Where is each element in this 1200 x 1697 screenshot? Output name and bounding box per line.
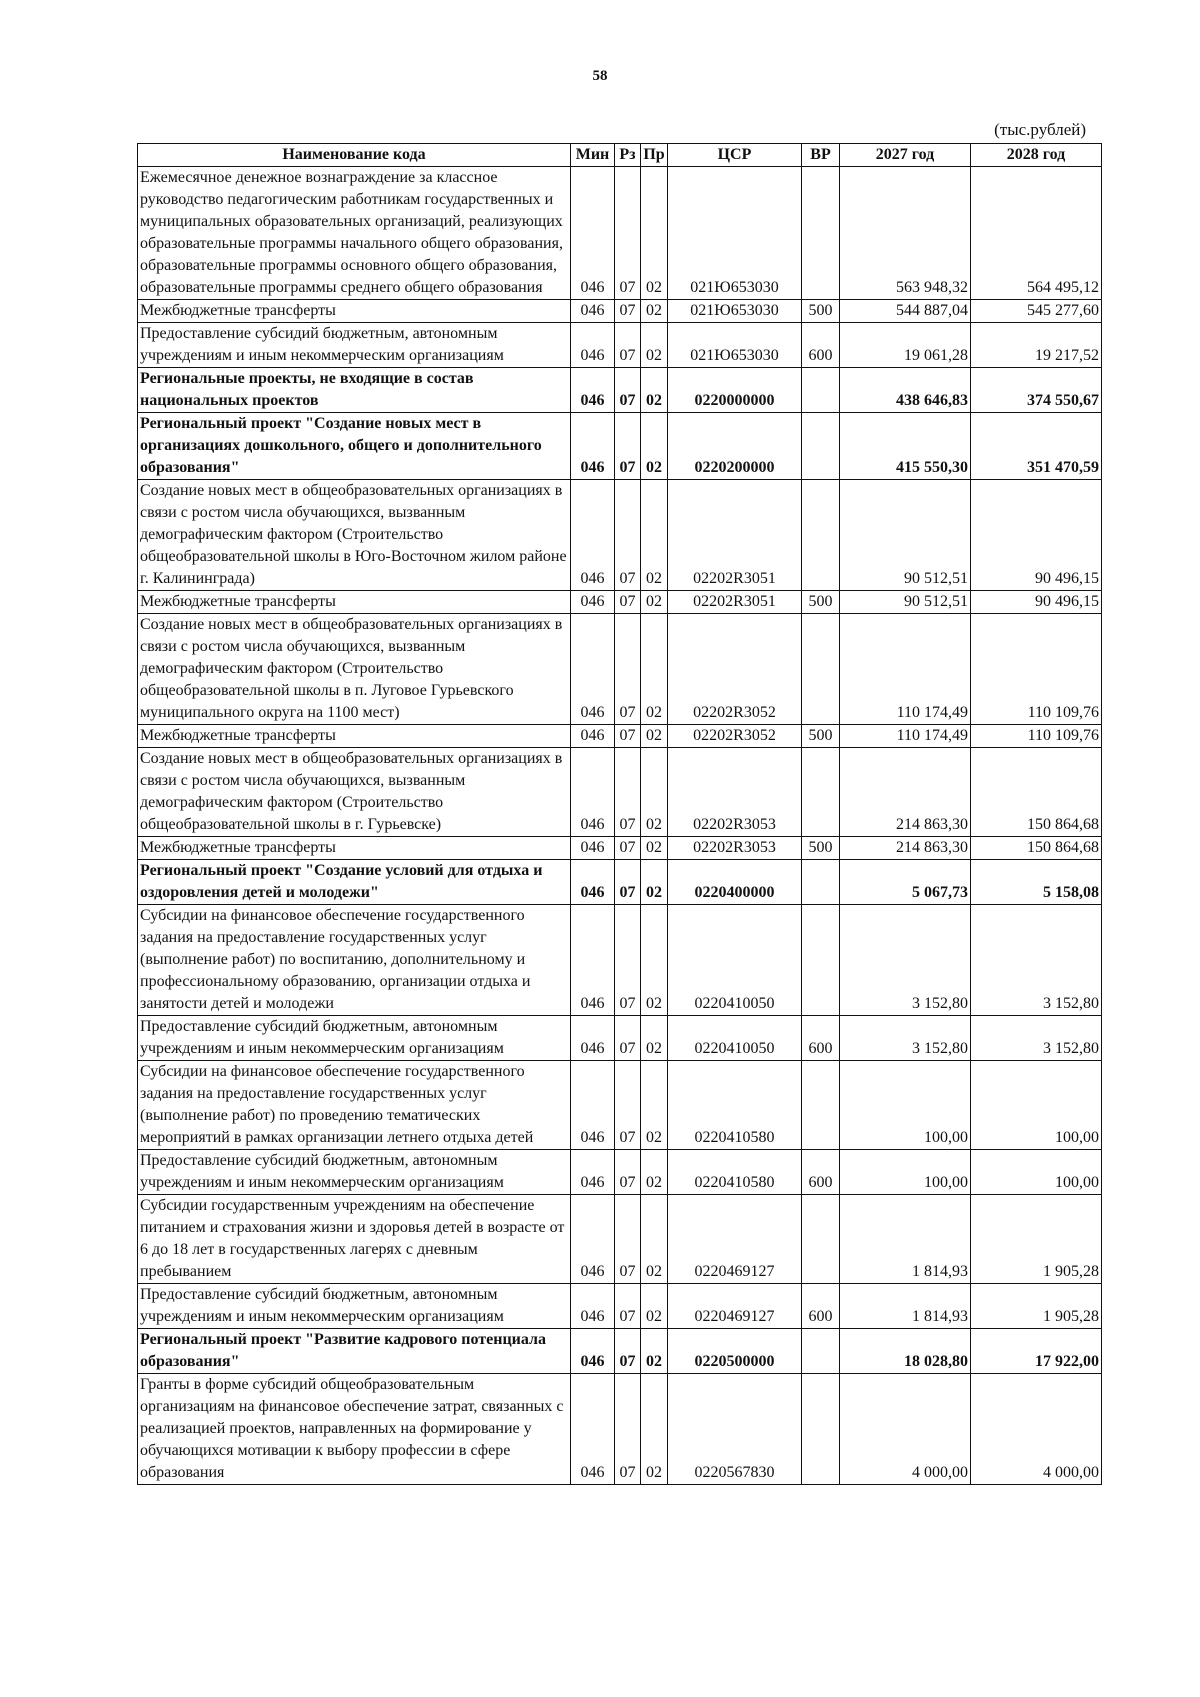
units-label: (тыс.рублей) (994, 120, 1086, 139)
row-rz-cell: 07 (615, 1061, 641, 1150)
row-rz-cell: 07 (615, 368, 641, 413)
row-2028-cell: 90 496,15 (971, 591, 1102, 614)
table-row (138, 837, 1102, 860)
row-2027-cell: 544 887,04 (840, 300, 971, 323)
row-pr-cell: 02 (641, 368, 668, 413)
row-name-cell: Региональные проекты, не входящие в состав национальных проектов (138, 368, 571, 413)
row-pr-cell: 02 (641, 300, 668, 323)
table-row (138, 1374, 1102, 1485)
budget-table (137, 143, 1102, 1485)
row-2028-cell: 1 905,28 (971, 1284, 1102, 1329)
row-min-cell: 046 (571, 413, 615, 480)
row-pr-cell: 02 (641, 837, 668, 860)
row-vr-cell: 500 (802, 837, 840, 860)
row-min-cell: 046 (571, 1150, 615, 1195)
row-csr-cell: 0220400000 (668, 860, 802, 905)
row-min-cell: 046 (571, 167, 615, 300)
row-rz-cell: 07 (615, 167, 641, 300)
page-number: 58 (592, 68, 608, 84)
row-vr-cell (802, 413, 840, 480)
row-min-cell: 046 (571, 368, 615, 413)
row-rz-cell: 07 (615, 323, 641, 368)
header-2027: 2027 год (840, 144, 971, 167)
row-name-cell: Создание новых мест в общеобразовательных организациях в связи с ростом числа обучающихся, вызванным демографическим фактором (Строительство общеобразовательной школы в г. Гурьевске) (138, 748, 571, 837)
row-rz-cell: 07 (615, 837, 641, 860)
row-2028-cell: 100,00 (971, 1150, 1102, 1195)
row-name-cell: Субсидии на финансовое обеспечение государственного задания на предоставление государственных услуг (выполнение работ) по воспитанию, дополнительному и профессиональному образованию, организации отдыха и занятости детей и молодежи (138, 905, 571, 1016)
row-vr-cell (802, 1374, 840, 1485)
row-min-cell: 046 (571, 1374, 615, 1485)
row-2027-cell: 438 646,83 (840, 368, 971, 413)
row-min-cell: 046 (571, 300, 615, 323)
row-2027-cell: 5 067,73 (840, 860, 971, 905)
row-min-cell: 046 (571, 837, 615, 860)
row-2028-cell: 19 217,52 (971, 323, 1102, 368)
row-vr-cell: 600 (802, 1150, 840, 1195)
row-csr-cell: 02202R3052 (668, 614, 802, 725)
header-rz: Рз (615, 144, 641, 167)
row-min-cell: 046 (571, 323, 615, 368)
row-vr-cell (802, 614, 840, 725)
row-pr-cell: 02 (641, 1329, 668, 1374)
row-pr-cell: 02 (641, 905, 668, 1016)
row-min-cell: 046 (571, 905, 615, 1016)
table-row (138, 1284, 1102, 1329)
row-csr-cell: 0220469127 (668, 1195, 802, 1284)
row-vr-cell (802, 1061, 840, 1150)
row-2027-cell: 110 174,49 (840, 725, 971, 748)
row-2028-cell: 100,00 (971, 1061, 1102, 1150)
row-csr-cell: 02202R3052 (668, 725, 802, 748)
row-vr-cell (802, 1195, 840, 1284)
row-vr-cell (802, 905, 840, 1016)
row-csr-cell: 0220410580 (668, 1150, 802, 1195)
row-2027-cell: 3 152,80 (840, 1016, 971, 1061)
table-row (138, 1195, 1102, 1284)
row-pr-cell: 02 (641, 1016, 668, 1061)
row-vr-cell (802, 368, 840, 413)
row-name-cell: Предоставление субсидий бюджетным, автономным учреждениям и иным некоммерческим организациям (138, 1284, 571, 1329)
row-2028-cell: 545 277,60 (971, 300, 1102, 323)
row-2027-cell: 4 000,00 (840, 1374, 971, 1485)
table-row (138, 323, 1102, 368)
row-csr-cell: 0220000000 (668, 368, 802, 413)
row-vr-cell (802, 480, 840, 591)
row-vr-cell (802, 1329, 840, 1374)
row-csr-cell: 0220500000 (668, 1329, 802, 1374)
row-2027-cell: 90 512,51 (840, 591, 971, 614)
row-vr-cell: 500 (802, 725, 840, 748)
row-csr-cell: 0220410050 (668, 905, 802, 1016)
row-name-cell: Гранты в форме субсидий общеобразовательным организациям на финансовое обеспечение затрат, связанных с реализацией проектов, направленных на формирование у обучающихся мотивации к выбору профессии в сфере образования (138, 1374, 571, 1485)
row-min-cell: 046 (571, 480, 615, 591)
row-rz-cell: 07 (615, 1150, 641, 1195)
row-pr-cell: 02 (641, 323, 668, 368)
header-name: Наименование кода (138, 144, 571, 167)
row-vr-cell: 600 (802, 1284, 840, 1329)
row-pr-cell: 02 (641, 1195, 668, 1284)
row-vr-cell (802, 860, 840, 905)
row-pr-cell: 02 (641, 1374, 668, 1485)
row-vr-cell (802, 167, 840, 300)
row-2027-cell: 563 948,32 (840, 167, 971, 300)
row-rz-cell: 07 (615, 300, 641, 323)
row-pr-cell: 02 (641, 480, 668, 591)
row-2028-cell: 3 152,80 (971, 1016, 1102, 1061)
row-csr-cell: 02202R3053 (668, 837, 802, 860)
row-2027-cell: 3 152,80 (840, 905, 971, 1016)
row-2028-cell: 1 905,28 (971, 1195, 1102, 1284)
table-row (138, 480, 1102, 591)
row-csr-cell: 02202R3051 (668, 591, 802, 614)
row-rz-cell: 07 (615, 1284, 641, 1329)
row-rz-cell: 07 (615, 614, 641, 725)
row-csr-cell: 0220567830 (668, 1374, 802, 1485)
row-2028-cell: 150 864,68 (971, 837, 1102, 860)
table-row (138, 905, 1102, 1016)
table-row (138, 1329, 1102, 1374)
row-2028-cell: 110 109,76 (971, 614, 1102, 725)
row-name-cell: Межбюджетные трансферты (138, 725, 571, 748)
table-row (138, 748, 1102, 837)
row-pr-cell: 02 (641, 591, 668, 614)
row-min-cell: 046 (571, 614, 615, 725)
row-2027-cell: 415 550,30 (840, 413, 971, 480)
header-min: Мин (571, 144, 615, 167)
row-2028-cell: 351 470,59 (971, 413, 1102, 480)
table-row (138, 1061, 1102, 1150)
row-2028-cell: 4 000,00 (971, 1374, 1102, 1485)
row-2028-cell: 3 152,80 (971, 905, 1102, 1016)
table-row (138, 591, 1102, 614)
row-rz-cell: 07 (615, 1329, 641, 1374)
row-name-cell: Субсидии государственным учреждениям на обеспечение питанием и страхования жизни и здоровья детей в возрасте от 6 до 18 лет в государственных лагерях с дневным пребыванием (138, 1195, 571, 1284)
row-csr-cell: 0220200000 (668, 413, 802, 480)
header-csr: ЦСР (668, 144, 802, 167)
table-header-row (138, 144, 1102, 167)
row-rz-cell: 07 (615, 748, 641, 837)
row-2028-cell: 5 158,08 (971, 860, 1102, 905)
row-min-cell: 046 (571, 860, 615, 905)
row-csr-cell: 021Ю653030 (668, 167, 802, 300)
row-pr-cell: 02 (641, 1061, 668, 1150)
row-pr-cell: 02 (641, 614, 668, 725)
row-2028-cell: 374 550,67 (971, 368, 1102, 413)
row-2028-cell: 150 864,68 (971, 748, 1102, 837)
row-name-cell: Субсидии на финансовое обеспечение государственного задания на предоставление государственных услуг (выполнение работ) по проведению тематических мероприятий в рамках организации летнего отдыха детей (138, 1061, 571, 1150)
row-rz-cell: 07 (615, 1374, 641, 1485)
row-name-cell: Ежемесячное денежное вознаграждение за классное руководство педагогическим работникам государственных и муниципальных образовательных организаций, реализующих образовательные программы начального общего образования, образовательные программы основного общего образования, образовательные программы среднего общего образования (138, 167, 571, 300)
row-name-cell: Предоставление субсидий бюджетным, автономным учреждениям и иным некоммерческим организациям (138, 1150, 571, 1195)
row-csr-cell: 02202R3051 (668, 480, 802, 591)
row-min-cell: 046 (571, 1195, 615, 1284)
row-rz-cell: 07 (615, 413, 641, 480)
row-2027-cell: 18 028,80 (840, 1329, 971, 1374)
row-pr-cell: 02 (641, 748, 668, 837)
row-2027-cell: 90 512,51 (840, 480, 971, 591)
table-row (138, 860, 1102, 905)
row-2028-cell: 90 496,15 (971, 480, 1102, 591)
table-body (138, 167, 1102, 1485)
table-row (138, 725, 1102, 748)
row-2028-cell: 564 495,12 (971, 167, 1102, 300)
table-row (138, 300, 1102, 323)
row-2027-cell: 19 061,28 (840, 323, 971, 368)
row-2027-cell: 1 814,93 (840, 1195, 971, 1284)
row-2028-cell: 17 922,00 (971, 1329, 1102, 1374)
row-pr-cell: 02 (641, 1150, 668, 1195)
row-2027-cell: 100,00 (840, 1061, 971, 1150)
table-row (138, 413, 1102, 480)
header-2028: 2028 год (971, 144, 1102, 167)
row-csr-cell: 0220410050 (668, 1016, 802, 1061)
row-rz-cell: 07 (615, 480, 641, 591)
row-name-cell: Создание новых мест в общеобразовательных организациях в связи с ростом числа обучающихся, вызванным демографическим фактором (Строительство общеобразовательной школы в п. Луговое Гурьевского муниципального округа на 1100 мест) (138, 614, 571, 725)
row-csr-cell: 0220410580 (668, 1061, 802, 1150)
row-min-cell: 046 (571, 591, 615, 614)
row-name-cell: Региональный проект "Создание новых мест в организациях дошкольного, общего и дополнительного образования" (138, 413, 571, 480)
row-csr-cell: 02202R3053 (668, 748, 802, 837)
table-row (138, 368, 1102, 413)
row-vr-cell: 600 (802, 323, 840, 368)
row-rz-cell: 07 (615, 905, 641, 1016)
row-pr-cell: 02 (641, 725, 668, 748)
row-rz-cell: 07 (615, 1195, 641, 1284)
row-csr-cell: 0220469127 (668, 1284, 802, 1329)
row-2027-cell: 100,00 (840, 1150, 971, 1195)
row-vr-cell (802, 748, 840, 837)
row-rz-cell: 07 (615, 860, 641, 905)
row-pr-cell: 02 (641, 413, 668, 480)
row-csr-cell: 021Ю653030 (668, 323, 802, 368)
row-pr-cell: 02 (641, 1284, 668, 1329)
table-row (138, 1150, 1102, 1195)
row-vr-cell: 500 (802, 300, 840, 323)
row-name-cell: Межбюджетные трансферты (138, 300, 571, 323)
row-name-cell: Предоставление субсидий бюджетным, автономным учреждениям и иным некоммерческим организациям (138, 1016, 571, 1061)
table-row (138, 614, 1102, 725)
row-2028-cell: 110 109,76 (971, 725, 1102, 748)
row-name-cell: Региональный проект "Развитие кадрового потенциала образования" (138, 1329, 571, 1374)
row-csr-cell: 021Ю653030 (668, 300, 802, 323)
header-vr: ВР (802, 144, 840, 167)
row-name-cell: Межбюджетные трансферты (138, 591, 571, 614)
row-min-cell: 046 (571, 1016, 615, 1061)
row-rz-cell: 07 (615, 725, 641, 748)
row-name-cell: Создание новых мест в общеобразовательных организациях в связи с ростом числа обучающихся, вызванным демографическим фактором (Строительство общеобразовательной школы в Юго-Восточном жилом районе г. Калининграда) (138, 480, 571, 591)
row-rz-cell: 07 (615, 1016, 641, 1061)
row-rz-cell: 07 (615, 591, 641, 614)
header-pr: Пр (641, 144, 668, 167)
row-vr-cell: 600 (802, 1016, 840, 1061)
row-min-cell: 046 (571, 1061, 615, 1150)
row-min-cell: 046 (571, 1329, 615, 1374)
row-2027-cell: 214 863,30 (840, 837, 971, 860)
row-2027-cell: 214 863,30 (840, 748, 971, 837)
row-min-cell: 046 (571, 725, 615, 748)
row-min-cell: 046 (571, 748, 615, 837)
row-2027-cell: 110 174,49 (840, 614, 971, 725)
row-min-cell: 046 (571, 1284, 615, 1329)
row-name-cell: Региональный проект "Создание условий для отдыха и оздоровления детей и молодежи" (138, 860, 571, 905)
row-name-cell: Межбюджетные трансферты (138, 837, 571, 860)
row-name-cell: Предоставление субсидий бюджетным, автономным учреждениям и иным некоммерческим организациям (138, 323, 571, 368)
row-pr-cell: 02 (641, 860, 668, 905)
table-row (138, 1016, 1102, 1061)
row-pr-cell: 02 (641, 167, 668, 300)
table-row (138, 167, 1102, 300)
row-2027-cell: 1 814,93 (840, 1284, 971, 1329)
row-vr-cell: 500 (802, 591, 840, 614)
